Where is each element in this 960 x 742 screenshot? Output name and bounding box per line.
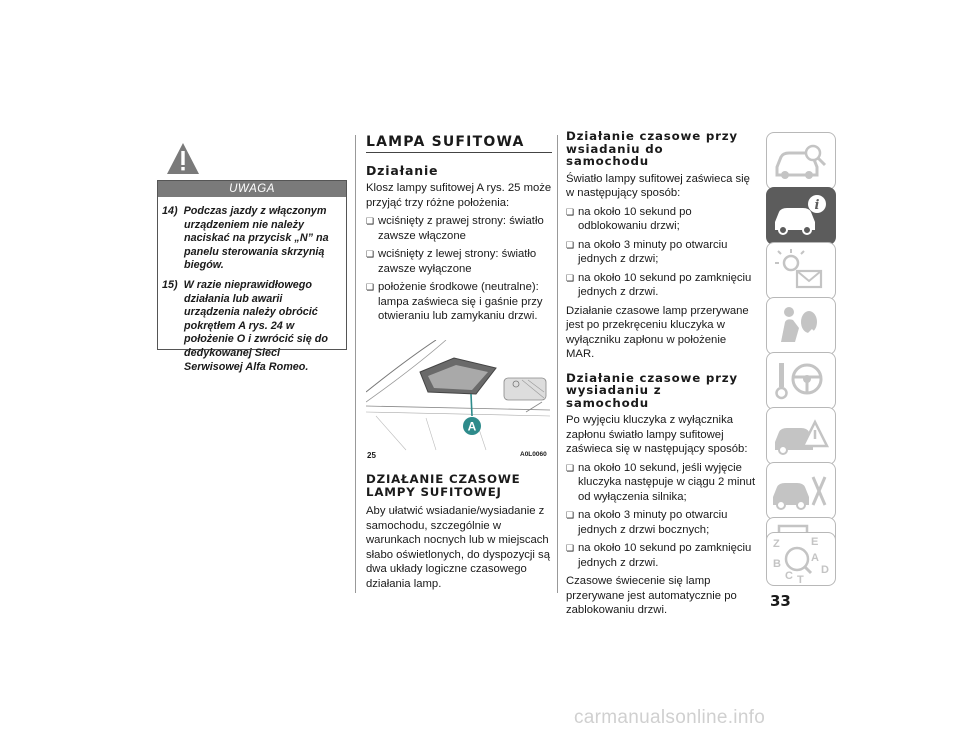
tab-emergency[interactable] xyxy=(766,407,836,465)
middle-column xyxy=(366,135,552,328)
bullet-item: ❏ położenie środkowe (neutralne): lampa zaświeca się i gaśnie przy otwieraniu lub zamykaniu drzwi. xyxy=(366,280,552,324)
subheading-line: Działanie czasowe przy xyxy=(566,129,738,143)
page-number: 33 xyxy=(770,592,791,610)
paragraph: Po wyjęciu kluczyka z wyłącznika zapłonu światło lampy sufitowej zaświeca się w następujący sposób: xyxy=(566,414,748,455)
index-letter: D xyxy=(821,564,829,576)
warning-item-text: Podczas jazdy z włączonym urządzeniem nie należy naciskać na przycisk „N” na panelu sterowania skrzynią biegów. xyxy=(183,205,329,272)
warning-heading: UWAGA xyxy=(158,181,346,197)
warning-box xyxy=(157,180,347,373)
tab-steering[interactable] xyxy=(766,352,836,410)
roof-lamp-figure xyxy=(366,340,550,460)
car-search-icon xyxy=(767,133,834,188)
right-column xyxy=(566,130,756,618)
warning-lights-message-icon xyxy=(767,243,834,298)
car-warning-icon xyxy=(767,408,834,463)
warning-item-text: W razie nieprawidłowego działania lub awarii urządzenia należy obrócić pokrętłem A rys. 24 w położenie O i zwrócić się do dedykowanej Sieci Serwisowej Alfa Romeo. xyxy=(183,278,328,373)
paragraph: Aby ułatwić wsiadanie/wysiadanie z samochodu, szczególnie w warunkach nocnych lub w miejscach słabo oświetlonych, do dyspozycji są dwa układy logiczne czasowego działania lamp. xyxy=(366,505,550,590)
svg-text:i: i xyxy=(814,198,820,213)
bullet-item: ❏ na około 10 sekund po zamknięciu jednych z drzwi. xyxy=(566,541,756,570)
tab-car-info[interactable] xyxy=(766,187,836,245)
tab-maintenance[interactable] xyxy=(766,462,836,520)
alphabetical-index-icon xyxy=(767,533,834,584)
column-divider xyxy=(355,135,356,593)
warning-list xyxy=(162,205,340,374)
tab-car-search[interactable] xyxy=(766,132,836,190)
tab-warning-lights[interactable] xyxy=(766,242,836,300)
subheading-line: Działanie czasowe przy xyxy=(566,370,738,385)
warning-item xyxy=(162,279,340,374)
subheading-line: DZIAŁANIE CZASOWE xyxy=(366,472,521,486)
car-service-tools-icon xyxy=(767,463,834,518)
safety-airbag-icon xyxy=(767,298,834,353)
tab-safety[interactable] xyxy=(766,297,836,355)
section-title: LAMPA SUFITOWA xyxy=(366,134,525,150)
subheading-line: wsiadaniu do xyxy=(566,141,664,156)
bullet-item: ❏ na około 10 sekund po odblokowaniu drzwi; xyxy=(566,205,756,234)
title-underline xyxy=(366,152,552,153)
intro-paragraph: Klosz lampy sufitowej A rys. 25 może przyjąć trzy różne położenia: xyxy=(366,182,552,209)
warning-item xyxy=(162,205,340,273)
car-info-icon xyxy=(767,188,834,243)
index-letter: Z xyxy=(773,538,780,550)
subheading-dzialanie: Działanie xyxy=(366,162,439,178)
index-letter: E xyxy=(811,536,819,548)
bullet-item: ❏ na około 10 sekund po zamknięciu jednych z drzwi. xyxy=(566,271,756,300)
bullet-item: ❏ na około 3 minuty po otwarciu jednych z drzwi; xyxy=(566,238,756,267)
steering-wheel-key-icon xyxy=(767,353,834,408)
paragraph: Czasowe świecenie się lamp przerywane jest automatycznie po zablokowaniu drzwi. xyxy=(566,575,737,616)
bullet-item: ❏ na około 3 minuty po otwarciu jednych z drzwi bocznych; xyxy=(566,508,756,537)
index-letter: B xyxy=(773,558,781,570)
middle-column-lower xyxy=(366,473,552,591)
bullet-item: ❏ wciśnięty z lewej strony: światło zawsze wyłączone xyxy=(366,247,552,276)
warning-item-number: 15) xyxy=(162,278,178,291)
watermark[interactable]: carmanualsonline.info xyxy=(574,707,766,728)
index-letter: T xyxy=(797,574,804,584)
tab-index[interactable] xyxy=(766,532,836,586)
warning-item-number: 14) xyxy=(162,205,178,217)
subheading-line: LAMPY SUFITOWEJ xyxy=(366,484,502,499)
index-letter: A xyxy=(811,552,819,564)
subheading-line: samochodu xyxy=(566,395,649,410)
subheading-line: samochodu xyxy=(566,154,649,168)
figure-code: A0L0060 xyxy=(520,451,547,458)
column-divider xyxy=(557,135,558,593)
bullet-item: ❏ wciśnięty z prawej strony: światło zawsze włączone xyxy=(366,214,552,243)
subheading-line: wysiadaniu z xyxy=(566,383,662,397)
index-letter: C xyxy=(785,570,793,582)
figure-callout-label: A xyxy=(467,419,477,434)
figure-number: 25 xyxy=(367,451,376,460)
bullet-item: ❏ na około 10 sekund, jeśli wyjęcie kluczyka następuje w ciągu 2 minut od wyłączenia silnika; xyxy=(566,461,756,505)
paragraph: Światło lampy sufitowej zaświeca się w następujący sposób: xyxy=(566,172,750,199)
paragraph: Działanie czasowe lamp przerywane jest po przekręceniu kluczyka w wyłączniku zapłonu w położenie MAR. xyxy=(566,304,749,360)
warning-triangle-icon xyxy=(166,142,200,176)
